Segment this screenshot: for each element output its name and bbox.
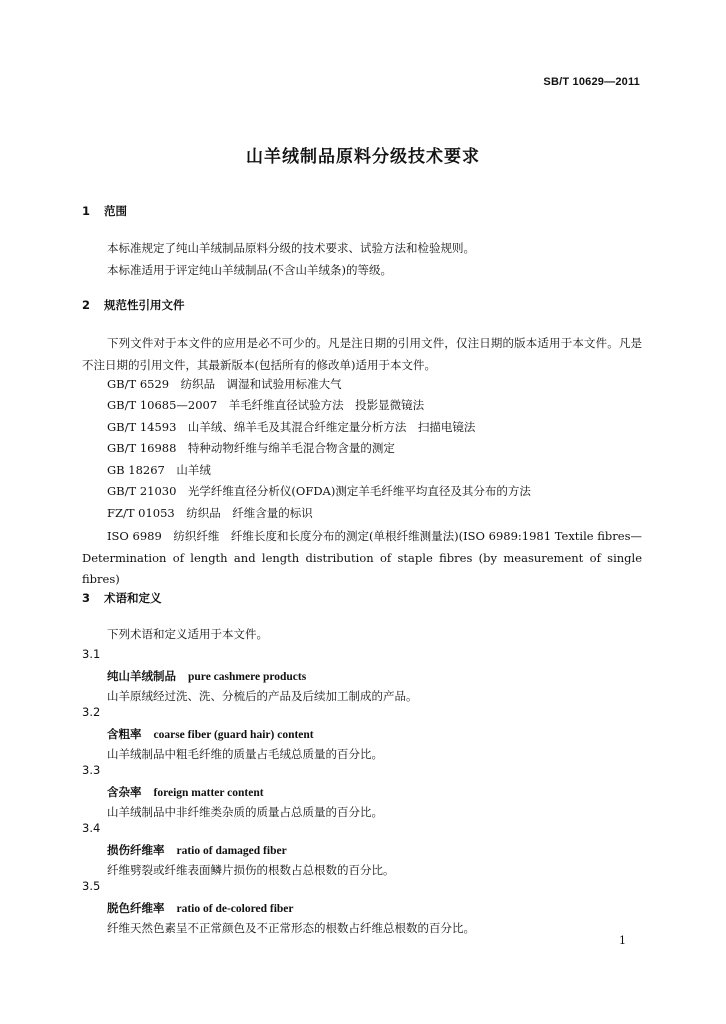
term-zh: 损伤纤维率 bbox=[107, 843, 165, 857]
term-number: 3.1 bbox=[82, 647, 101, 661]
page-title: 山羊绒制品原料分级技术要求 bbox=[246, 147, 480, 167]
reference-item: FZ/T 01053 纺织品 纤维含量的标识 bbox=[107, 506, 313, 520]
term-definition: 纤维劈裂或纤维表面鳞片损伤的根数占总根数的百分比。 bbox=[107, 863, 395, 877]
term-en: ratio of damaged fiber bbox=[176, 845, 287, 857]
paragraph: 下列术语和定义适用于本文件。 bbox=[107, 627, 268, 641]
term-zh: 含杂率 bbox=[107, 785, 142, 799]
section-number: 1 bbox=[82, 204, 91, 218]
standard-code: SB/T 10629—2011 bbox=[543, 76, 640, 88]
term-title bbox=[107, 784, 264, 800]
term-zh: 含粗率 bbox=[107, 727, 142, 741]
reference-item: GB 18267 山羊绒 bbox=[107, 463, 211, 477]
term-zh: 脱色纤维率 bbox=[107, 901, 165, 915]
term-definition: 山羊绒制品中非纤维类杂质的质量占总质量的百分比。 bbox=[107, 805, 383, 819]
term-number: 3.3 bbox=[82, 763, 101, 777]
term-zh: 纯山羊绒制品 bbox=[107, 669, 176, 683]
reference-item: GB/T 21030 光学纤维直径分析仪(OFDA)测定羊毛纤维平均直径及其分布的方法 bbox=[107, 484, 531, 498]
section-heading-2 bbox=[82, 297, 185, 313]
reference-item: GB/T 10685—2007 羊毛纤维直径试验方法 投影显微镜法 bbox=[107, 398, 425, 412]
section-number: 3 bbox=[82, 591, 91, 605]
term-number: 3.5 bbox=[82, 879, 101, 893]
paragraph: 本标准规定了纯山羊绒制品原料分级的技术要求、试验方法和检验规则。 bbox=[107, 241, 475, 255]
page-number: 1 bbox=[619, 934, 626, 947]
reference-item: GB/T 14593 山羊绒、绵羊毛及其混合纤维定量分析方法 扫描电镜法 bbox=[107, 420, 476, 434]
term-en: pure cashmere products bbox=[188, 671, 307, 683]
paragraph: 本标准适用于评定纯山羊绒制品(不含山羊绒条)的等级。 bbox=[107, 263, 392, 277]
term-en: coarse fiber (guard hair) content bbox=[153, 729, 314, 741]
term-en: ratio of de-colored fiber bbox=[176, 903, 294, 915]
term-definition: 山羊绒制品中粗毛纤维的质量占毛绒总质量的百分比。 bbox=[107, 747, 383, 761]
reference-item: GB/T 6529 纺织品 调湿和试验用标准大气 bbox=[107, 377, 342, 391]
reference-item: GB/T 16988 特种动物纤维与绵羊毛混合物含量的测定 bbox=[107, 441, 395, 455]
term-title bbox=[107, 726, 314, 742]
section-title: 范围 bbox=[104, 204, 127, 218]
section-heading-3 bbox=[82, 590, 162, 606]
section-title: 规范性引用文件 bbox=[104, 298, 185, 312]
term-title bbox=[107, 900, 294, 916]
term-en: foreign matter content bbox=[153, 787, 264, 799]
term-definition: 纤维天然色素呈不正常颜色及不正常形态的根数占纤维总根数的百分比。 bbox=[107, 921, 475, 935]
section-title: 术语和定义 bbox=[104, 591, 162, 605]
term-title bbox=[107, 668, 306, 684]
section-number: 2 bbox=[82, 298, 91, 312]
term-number: 3.2 bbox=[82, 705, 101, 719]
section-heading-1 bbox=[82, 203, 127, 219]
paragraph: 下列文件对于本文件的应用是必不可少的。凡是注日期的引用文件，仅注日期的版本适用于本文件。凡是不注日期的引用文件，其最新版本(包括所有的修改单)适用于本文件。 bbox=[82, 336, 642, 372]
term-number: 3.4 bbox=[82, 821, 101, 835]
term-title bbox=[107, 842, 287, 858]
term-definition: 山羊原绒经过洗、洗、分梳后的产品及后续加工制成的产品。 bbox=[107, 689, 418, 703]
reference-item-iso: ISO 6989 纺织纤维 纤维长度和长度分布的测定(单根纤维测量法)(ISO 6989:1981 Textile fibres—Determination of length and length distribution of staple fibres (by measurement of single fibres) bbox=[82, 529, 642, 586]
